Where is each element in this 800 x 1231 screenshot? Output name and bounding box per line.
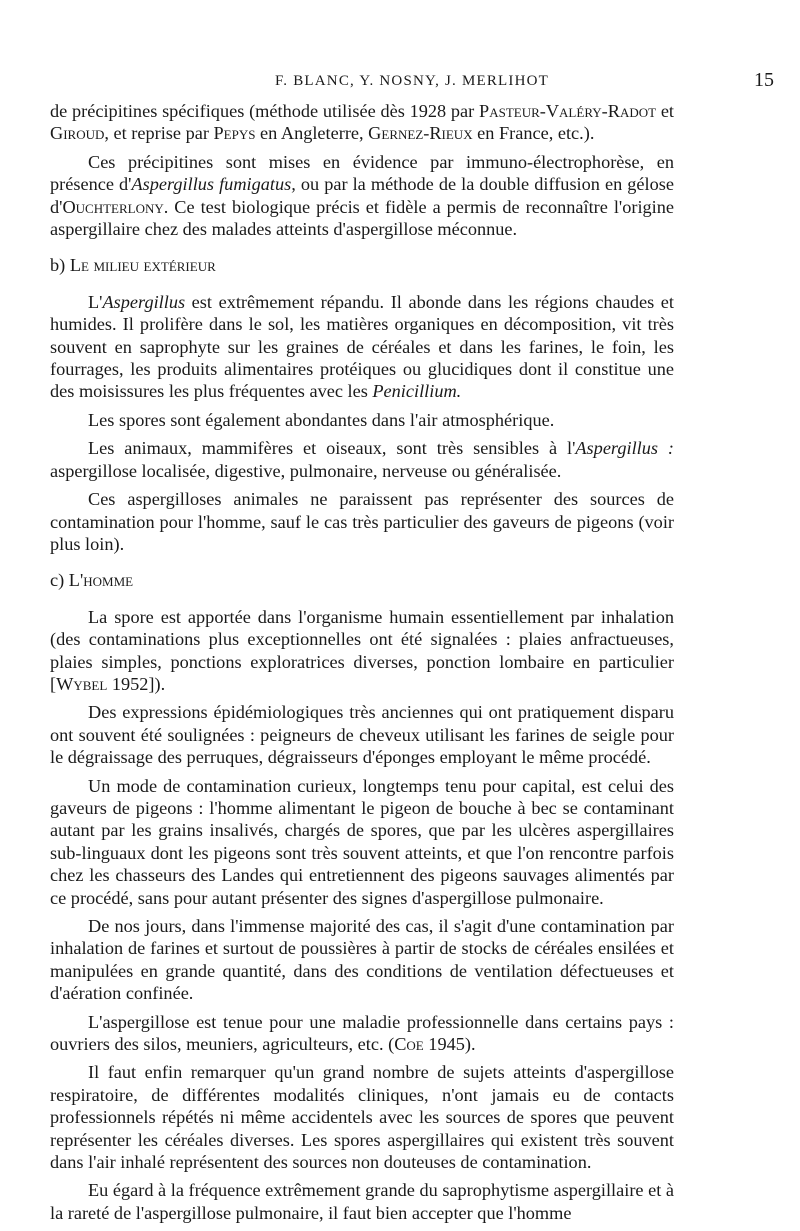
species-name: Aspergillus bbox=[102, 291, 186, 312]
text-run: Ces précipitines sont mises en évidence par immuno-électrophorèse, en présence d' bbox=[50, 151, 674, 195]
text-run: de précipitines spécifiques (méthode utilisée dès 1928 par bbox=[50, 101, 480, 121]
paragraph bbox=[50, 437, 674, 482]
page-number: 15 bbox=[754, 69, 774, 91]
author-name: Ouchterlony bbox=[62, 196, 164, 217]
text-run: 1952]). bbox=[107, 673, 166, 694]
species-name: Penicillium. bbox=[372, 381, 462, 402]
paragraph: Des expressions épidémiologiques très anciennes qui ont pratiquement disparu ont souvent été soulignées : peigneurs de cheveux utilisant les farines de seigle pour le dégraissage des perruques, dégraisseurs d'éponges employant le même procédé. bbox=[50, 702, 674, 768]
author-name: Pepys bbox=[213, 123, 256, 144]
text-run: et bbox=[656, 101, 675, 121]
author-name: Gernez-Rieux bbox=[368, 123, 473, 144]
text-run: . Ce test biologique précis et fidèle a permis de reconnaître l'origine aspergillaire chez des malades atteints d'aspergillose méconnue. bbox=[50, 196, 674, 240]
section-label: b) bbox=[50, 255, 70, 276]
paragraph bbox=[50, 100, 674, 145]
paragraph bbox=[50, 1011, 674, 1056]
section-title: Le milieu extérieur bbox=[69, 255, 216, 276]
paragraph bbox=[50, 291, 674, 403]
author-name: Wybel bbox=[56, 673, 108, 694]
text-run: 1945). bbox=[423, 1034, 476, 1055]
author-name: Pasteur-Valéry-Radot bbox=[479, 101, 657, 121]
text-run: en Angleterre, bbox=[255, 123, 369, 144]
author-name: Giroud bbox=[50, 123, 105, 144]
species-name: Aspergillus : bbox=[575, 438, 674, 459]
section-heading-b bbox=[50, 254, 674, 276]
text-run: est extrêmement répandu. Il abonde dans les régions chaudes et humides. Il prolifère dans le sol, les matières organiques en décomposition, vit très souvent en saprophyte sur les graines de céréales et dans les farines, le foin, les fourrages, les produits alimentaires protéiques ou glucidiques dont il constitue une des moisissures les plus fréquentes avec les bbox=[50, 291, 674, 402]
paragraph: Un mode de contamination curieux, longtemps tenu pour capital, est celui des gaveurs de pigeons : l'homme alimentant le pigeon de bouche à bec se contaminant autant par les grains insalivés, chargés de spores, que par les ulcères aspergillaires sub-linguaux dont les pigeons sont très souvent atteints, et que l'on rencontre parfois chez les chasseurs des Landes qui entretiennent des pigeons sauvages alimentés par ce procédé, sans pour autant présenter des signes d'aspergillose pulmonaire. bbox=[50, 775, 674, 908]
text-run: , et reprise par bbox=[104, 123, 214, 144]
text-run: L' bbox=[88, 291, 103, 312]
paragraph: Les spores sont également abondantes dans l'air atmosphérique. bbox=[88, 409, 555, 430]
running-head: F. BLANC, Y. NOSNY, J. MERLIHOT bbox=[274, 73, 550, 89]
author-name: Coe bbox=[394, 1034, 424, 1055]
text-run: La spore est apportée dans l'organisme humain essentiellement par inhalation (des contaminations plus exceptionnelles ont été signalées : plaies anfractueuses, plaies simples, ponctions exploratrices diverses, ponction lombaire en particulier [ bbox=[50, 606, 674, 694]
page-header bbox=[50, 71, 774, 95]
paragraph: Eu égard à la fréquence extrêmement grande du saprophytisme aspergillaire et à la rareté de l'aspergillose pulmonaire, il faut bien accepter que l'homme bbox=[50, 1180, 674, 1223]
text-run: Les animaux, mammifères et oiseaux, sont très sensibles à l' bbox=[88, 438, 576, 459]
paragraph: Il faut enfin remarquer qu'un grand nombre de sujets atteints d'aspergillose respiratoire, de différentes modalités cliniques, n'ont jamais eu de contacts professionnels répétés ni même accidentels avec les sources de spores que peuvent représenter les céréales diverses. Les spores aspergillaires qui existent très souvent dans l'air inhalé représentent des sources non douteuses de contamination. bbox=[50, 1062, 674, 1173]
page-body bbox=[50, 100, 674, 1224]
paragraph bbox=[50, 151, 674, 241]
text-run: ou par la méthode de la double diffusion en gélose d' bbox=[50, 174, 674, 217]
section-title: L'homme bbox=[68, 570, 134, 591]
text-run: en France, etc.). bbox=[472, 123, 595, 144]
paragraph: De nos jours, dans l'immense majorité des cas, il s'agit d'une contamination par inhalation de farines et surtout de poussières à partir de stocks de céréales ensilées et manipulées en grande quantité, dans des conditions de ventilation défectueuses et d'aération confinée. bbox=[50, 916, 674, 1004]
text-run: L'aspergillose est tenue pour une maladie professionnelle dans certains pays : ouvriers des silos, meuniers, agriculteurs, etc. ( bbox=[50, 1011, 674, 1055]
section-label: c) bbox=[50, 570, 69, 591]
species-name: Aspergillus fumigatus, bbox=[131, 174, 296, 195]
paragraph bbox=[50, 606, 674, 696]
text-run: aspergillose localisée, digestive, pulmonaire, nerveuse ou généralisée. bbox=[50, 460, 562, 481]
paragraph: Ces aspergilloses animales ne paraissent pas représenter des sources de contamination pour l'homme, sauf le cas très particulier des gaveurs de pigeons (voir plus loin). bbox=[50, 489, 674, 554]
section-heading-c bbox=[50, 569, 674, 591]
